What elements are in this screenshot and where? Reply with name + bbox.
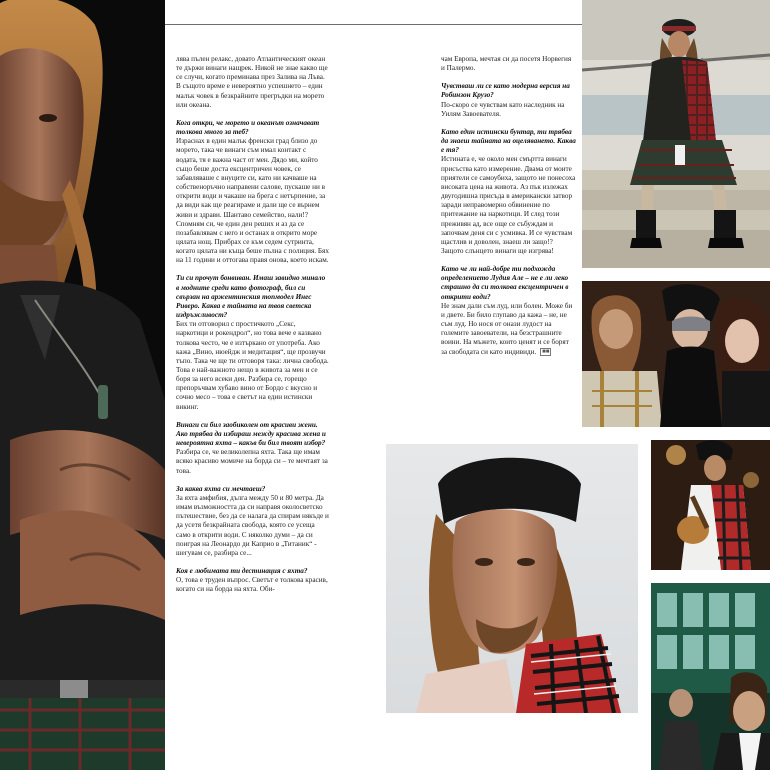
photo-guitar — [651, 440, 770, 570]
photo-cap-portrait — [386, 444, 638, 713]
end-of-article-mark: ■■ — [542, 348, 550, 355]
article-column-b — [441, 55, 576, 366]
interview-answer — [176, 576, 329, 594]
interview-answer — [441, 155, 576, 256]
interview-question — [176, 119, 329, 137]
portrait-photo-left — [0, 0, 165, 770]
interview-question — [441, 265, 576, 302]
question-text: Кога откри, че морето и океанът означават толкова много за теб? — [176, 118, 320, 137]
answer-text: Бих ти отговорил с простичкото „Секс, наркотици и рокендрол“, но това вече е казвано толкова често, че е изтъркано от употреба. Ако кажа „Вино, нюейдж и медитация“, ще прозвучи тъпо. Така че ще ти отговоря така: лична свобода. Това е най-важното нещо в живота за мен и се боря за него всеки ден. Разбира се, горещо препоръчвам хубаво вино от Бордо с вкусно и сочно месо – това е светът на един истински викинг. — [176, 320, 329, 411]
answer-text: Не знам дали съм луд, или болен. Може би и двете. Би било глупаво да кажа – не, не съм луд. Но нося от онази лудост на големите завоеватели, на безстрашните воини. На мъжете, които ценят и се борят за свободата си като индивиди. ■■ — [441, 301, 573, 356]
interview-answer — [441, 101, 576, 119]
interview-answer — [176, 55, 329, 110]
interview-question — [441, 128, 576, 155]
question-text: Ти си прочут бонвиван. Имаш завидно минало в модните среди като фотограф, бил си свързан на аржентинския топмодел Инес Риверо. Каква е тайната на твоя светска издръжливост? — [176, 274, 326, 320]
answer-text: О, това е труден въпрос. Светът е толкова красив, когато си на борда на яхта. Оби- — [176, 576, 328, 594]
interview-question — [176, 274, 329, 320]
interview-question — [441, 82, 576, 100]
top-rule — [165, 24, 582, 25]
answer-text: За яхта амфибия, дълга между 50 и 80 метра. Да имам възможността да си направя околосветско пътешествие, без да се налага да спирам някъде и да усетя безкрайната свобода, която се усеща само в открити води. С няколко думи – да си поиграя на Леонардо ди Каприо в „Титаник“ - шегувам се, разбира се... — [176, 493, 329, 557]
interview-question — [176, 567, 329, 576]
interview-answer — [176, 137, 329, 265]
question-text: Чувстваш ли се като модерна версия на Робинзон Крузо? — [441, 82, 570, 100]
question-text: Винаги си бил заобиколен от красиви жени. Ако трябва да избираш между красива жена и невероятна яхта – какъв би бил твоят избор? — [176, 420, 326, 448]
photo-green-windows — [651, 583, 770, 770]
interview-question — [176, 421, 329, 448]
answer-text: лява пълен релакс, довато Атлантическият океан те държи винаги нащрек. Никой не знае какво ще се случи, когато преминава през Залива на Лъва. В същото време е невероятно успешнето – един малък човек в безкрайните прегръдки на морето или океана. — [176, 55, 328, 109]
interview-answer — [176, 448, 329, 475]
answer-text: Разбира се, че великолепна яхта. Така ще имам всяко красиво момиче на борда си – те мечтаят за това. — [176, 448, 328, 475]
question-text: Коя е любимата ти дестинация с яхта? — [176, 566, 308, 575]
interview-answer — [441, 302, 576, 357]
answer-text: Израснах в един малък френски град близо до морето, така че винаги съм имал контакт с водата, тя е важна част от мен. Дядо ми, който също беше доста ексцентричен човек, се забавляваше с внуците си, като ни качваше на собственоръчно направени салове, пускаше ни в открити води и чакаше на брега с нетърпение, за да види как ще реагираме и дали ще се върнем живи и здрави. Шантаво семейство, нали!? Спомням си, че един ден реших и аз да се позабавлявам с него и останах в открито море цялата нощ. Прибрах се към седем сутринта, когато цялата ни къща беше пълна с полиция. Бях на 11 години и оттогава правя онова, което искам. — [176, 137, 329, 265]
question-text: Като че ли най-добре ти подхожда определението Лудия Але – не е ли леко страшно да си толкова ексцентричен в открити води? — [441, 265, 569, 301]
question-text: За каква яхта си мечтаеш? — [176, 484, 266, 493]
question-text: Като един истински бунтар, ти трябва да знаеш тайната на оцеляването. Каква е тя? — [441, 127, 576, 155]
interview-answer — [176, 494, 329, 558]
answer-text: Истината е, че около мен смъртта винаги присъства като измерение. Двама от моите приятели се самоубиха, защото не понесоха високата цена на живота. Аз пък излежах двугодишна присъда в американски затвор заради неправомерно обвинение по притежание на наркотици. И след този преживян ад, все още се събуждам и започвам деня си с усмивка. И се чувствам щастлив и доволен, знаеш ли защо!? Защото слънцето винаги ще изгрява! — [441, 155, 576, 255]
interview-answer — [176, 320, 329, 412]
interview-answer — [441, 55, 576, 73]
interview-question — [176, 485, 329, 494]
photo-kilt-steps — [582, 0, 770, 268]
article-column-a — [176, 55, 329, 603]
answer-text: По-скоро се чувствам като наследник на Уилям Завоевателя. — [441, 100, 565, 118]
answer-text: чам Европа, мечтая си да посетя Норвегия и Палермо. — [441, 55, 572, 73]
photo-party-masks — [582, 281, 770, 427]
